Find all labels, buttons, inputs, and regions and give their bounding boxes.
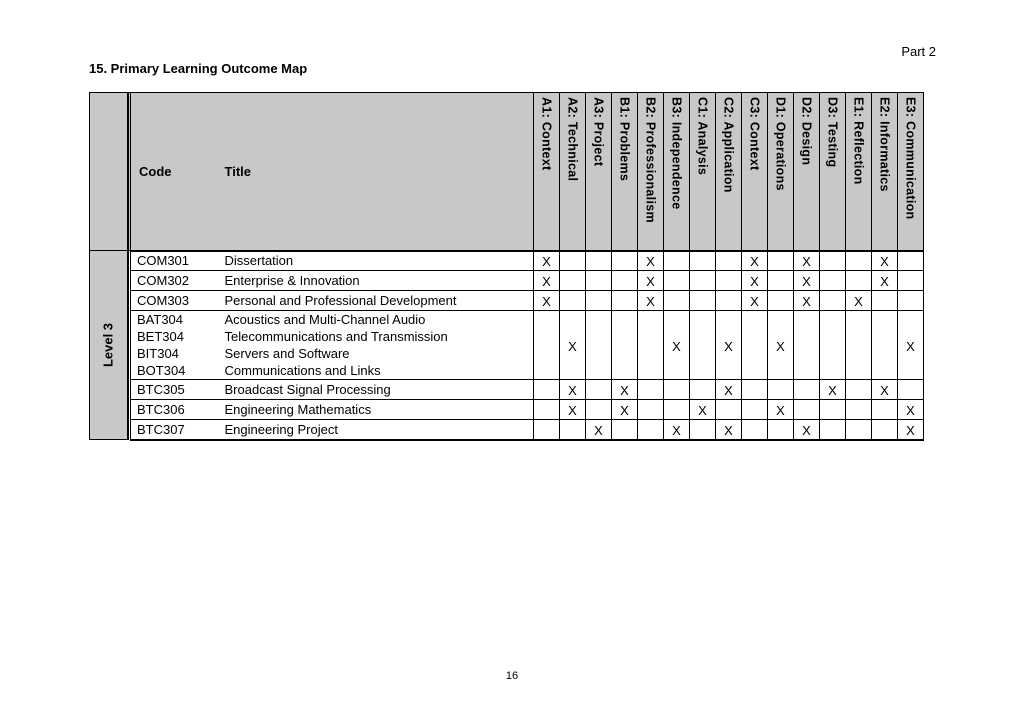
header-outcome — [768, 93, 794, 251]
module-code: COM302 — [131, 271, 219, 291]
outcome-mark: X — [690, 400, 716, 420]
header-outcome — [872, 93, 898, 251]
outcome-mark — [768, 291, 794, 311]
outcome-mark: X — [794, 420, 820, 440]
outcome-mark: X — [846, 291, 872, 311]
outcome-mark — [560, 420, 586, 440]
outcome-mark — [872, 420, 898, 440]
outcome-label: C3: Context — [747, 97, 762, 171]
outcome-mark — [820, 420, 846, 440]
outcome-mark — [534, 400, 560, 420]
outcome-mark — [586, 380, 612, 400]
outcome-mark — [820, 251, 846, 271]
outcome-mark — [742, 400, 768, 420]
outcome-mark: X — [716, 311, 742, 380]
outcome-mark — [612, 311, 638, 380]
outcome-mark — [664, 380, 690, 400]
outcome-mark: X — [742, 291, 768, 311]
header-outcome — [612, 93, 638, 251]
outcome-label: B3: Independence — [669, 97, 684, 210]
learning-outcome-map-table — [89, 92, 924, 441]
outcome-label: B1: Problems — [617, 97, 632, 182]
module-title: Engineering Project — [219, 420, 534, 440]
outcome-mark: X — [534, 251, 560, 271]
outcome-label: C1: Analysis — [695, 97, 710, 176]
outcome-mark — [742, 311, 768, 380]
part-label: Part 2 — [901, 44, 936, 59]
outcome-mark: X — [638, 291, 664, 311]
outcome-mark — [612, 291, 638, 311]
outcome-mark — [586, 271, 612, 291]
outcome-mark: X — [794, 251, 820, 271]
header-outcome — [820, 93, 846, 251]
outcome-mark — [560, 271, 586, 291]
level-cell — [90, 251, 128, 440]
outcome-mark — [768, 271, 794, 291]
header-outcome — [898, 93, 924, 251]
module-code: BTC306 — [131, 400, 219, 420]
outcome-mark — [820, 400, 846, 420]
outcome-mark — [898, 291, 924, 311]
outcome-mark: X — [638, 251, 664, 271]
outcome-mark: X — [898, 420, 924, 440]
outcome-mark — [872, 400, 898, 420]
header-outcome — [690, 93, 716, 251]
outcome-label: D2: Design — [799, 97, 814, 166]
outcome-mark — [820, 311, 846, 380]
module-title: Acoustics and Multi-Channel Audio Telecommunications and Transmission Servers and Software Communications and Links — [219, 311, 534, 380]
outcome-mark — [664, 251, 690, 271]
module-title: Engineering Mathematics — [219, 400, 534, 420]
outcome-mark — [898, 380, 924, 400]
outcome-mark — [716, 251, 742, 271]
outcome-mark — [612, 251, 638, 271]
outcome-mark — [898, 271, 924, 291]
header-outcome — [742, 93, 768, 251]
module-code: BAT304 BET304 BIT304 BOT304 — [131, 311, 219, 380]
outcome-label: A1: Context — [539, 97, 554, 171]
module-title: Dissertation — [219, 251, 534, 271]
table-row — [90, 400, 924, 420]
outcome-label: B2: Professionalism — [643, 97, 658, 223]
outcome-mark — [742, 420, 768, 440]
outcome-mark — [768, 251, 794, 271]
outcome-label: E3: Communication — [903, 97, 918, 220]
header-outcome — [560, 93, 586, 251]
outcome-mark — [690, 380, 716, 400]
table-row — [90, 291, 924, 311]
outcome-mark — [612, 271, 638, 291]
outcome-mark — [872, 311, 898, 380]
module-code: BTC305 — [131, 380, 219, 400]
table-row — [90, 271, 924, 291]
header-outcome — [716, 93, 742, 251]
outcome-mark — [690, 420, 716, 440]
level-label: Level 3 — [100, 322, 116, 368]
outcome-mark: X — [768, 400, 794, 420]
outcome-mark — [872, 291, 898, 311]
outcome-mark — [742, 380, 768, 400]
outcome-mark — [586, 311, 612, 380]
outcome-mark: X — [820, 380, 846, 400]
header-outcome — [664, 93, 690, 251]
outcome-mark — [846, 251, 872, 271]
outcome-mark: X — [872, 380, 898, 400]
outcome-mark — [846, 420, 872, 440]
outcome-mark — [716, 291, 742, 311]
outcome-mark — [586, 291, 612, 311]
outcome-mark — [664, 291, 690, 311]
outcome-mark — [534, 311, 560, 380]
outcome-label: D3: Testing — [825, 97, 840, 168]
module-title: Enterprise & Innovation — [219, 271, 534, 291]
outcome-mark — [534, 380, 560, 400]
section-title: 15. Primary Learning Outcome Map — [89, 61, 308, 76]
outcome-mark — [638, 380, 664, 400]
outcome-mark: X — [898, 400, 924, 420]
outcome-mark — [794, 311, 820, 380]
outcome-mark — [638, 400, 664, 420]
header-level-cell — [90, 93, 128, 251]
outcome-mark: X — [612, 380, 638, 400]
outcome-mark: X — [664, 420, 690, 440]
outcome-mark — [690, 311, 716, 380]
outcome-label: E1: Reflection — [851, 97, 866, 185]
outcome-mark — [846, 271, 872, 291]
header-outcome — [846, 93, 872, 251]
outcome-mark: X — [716, 420, 742, 440]
outcome-mark: X — [534, 291, 560, 311]
header-outcome — [534, 93, 560, 251]
outcome-mark — [846, 400, 872, 420]
outcome-mark: X — [586, 420, 612, 440]
table-row — [90, 420, 924, 440]
outcome-mark: X — [872, 271, 898, 291]
header-outcome — [638, 93, 664, 251]
outcome-mark — [664, 271, 690, 291]
outcome-mark — [820, 271, 846, 291]
outcome-mark — [612, 420, 638, 440]
outcome-label: D1: Operations — [773, 97, 788, 191]
outcome-mark: X — [742, 271, 768, 291]
outcome-mark — [690, 291, 716, 311]
outcome-mark — [768, 380, 794, 400]
table-row — [90, 251, 924, 271]
outcome-mark — [534, 420, 560, 440]
outcome-mark — [638, 420, 664, 440]
outcome-mark — [560, 251, 586, 271]
outcome-mark: X — [560, 311, 586, 380]
outcome-mark — [586, 400, 612, 420]
table-row — [90, 311, 924, 380]
outcome-mark: X — [560, 380, 586, 400]
outcome-label: E2: Informatics — [877, 97, 892, 192]
outcome-mark: X — [872, 251, 898, 271]
outcome-mark — [664, 400, 690, 420]
module-code: BTC307 — [131, 420, 219, 440]
outcome-mark: X — [768, 311, 794, 380]
outcome-mark: X — [716, 380, 742, 400]
outcome-mark — [716, 400, 742, 420]
page-number: 16 — [505, 670, 519, 682]
outcome-mark — [820, 291, 846, 311]
module-code: COM303 — [131, 291, 219, 311]
outcome-mark — [638, 311, 664, 380]
outcome-mark — [768, 420, 794, 440]
outcome-mark — [846, 380, 872, 400]
outcome-mark: X — [534, 271, 560, 291]
outcome-mark — [690, 271, 716, 291]
header-title: Title — [219, 93, 534, 251]
outcome-mark — [898, 251, 924, 271]
outcome-label: A3: Project — [591, 97, 606, 167]
outcome-mark: X — [898, 311, 924, 380]
outcome-mark — [586, 251, 612, 271]
header-row — [90, 93, 924, 251]
outcome-mark — [560, 291, 586, 311]
outcome-mark: X — [794, 291, 820, 311]
outcome-mark — [794, 400, 820, 420]
outcome-mark: X — [664, 311, 690, 380]
outcome-mark — [690, 251, 716, 271]
outcome-mark: X — [560, 400, 586, 420]
outcome-mark: X — [794, 271, 820, 291]
outcome-label: A2: Technical — [565, 97, 580, 182]
outcome-mark — [716, 271, 742, 291]
outcome-label: C2: Application — [721, 97, 736, 193]
table-row — [90, 380, 924, 400]
header-outcome — [794, 93, 820, 251]
table-body — [90, 251, 924, 440]
outcome-mark — [794, 380, 820, 400]
outcome-mark: X — [742, 251, 768, 271]
outcome-mark: X — [612, 400, 638, 420]
module-title: Personal and Professional Development — [219, 291, 534, 311]
header-code: Code — [131, 93, 219, 251]
module-title: Broadcast Signal Processing — [219, 380, 534, 400]
outcome-mark: X — [638, 271, 664, 291]
outcome-mark — [846, 311, 872, 380]
header-outcome — [586, 93, 612, 251]
module-code: COM301 — [131, 251, 219, 271]
